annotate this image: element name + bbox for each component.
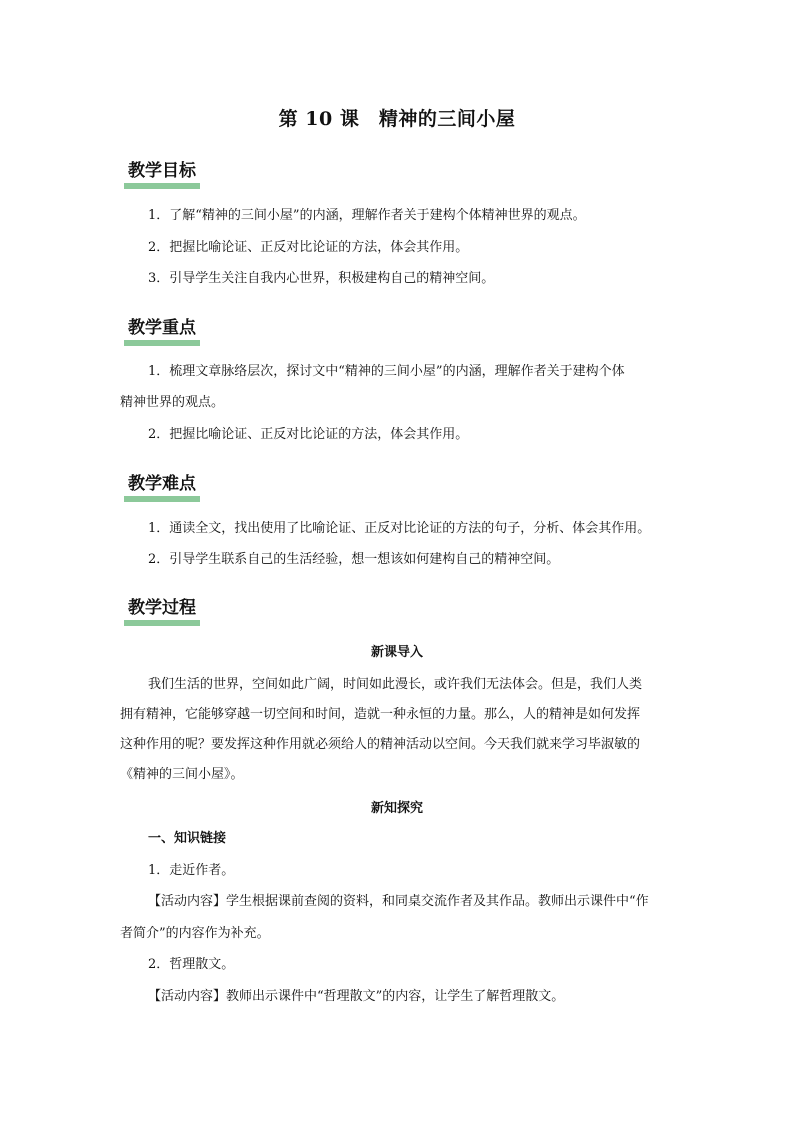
step-2: 2．哲理散文。	[148, 957, 235, 972]
step-1: 1．走近作者。	[148, 863, 235, 878]
intro-paragraph	[120, 670, 676, 790]
intro-line-3: 这种作用的呢？要发挥这种作用就必须给人的精神活动以空间。今天我们就来学习毕淑敏的	[120, 737, 641, 752]
goal-item-2: 2．把握比喻论证、正反对比论证的方法，体会其作用。	[148, 240, 469, 255]
activity-2: 【活动内容】教师出示课件中“哲理散文”的内容，让学生了解哲理散文。	[148, 989, 565, 1004]
intro-line-1: 我们生活的世界，空间如此广阔，时间如此漫长，或许我们无法体会。但是，我们人类	[148, 677, 643, 692]
page-title: 第 10 课 精神的三间小屋	[278, 108, 516, 130]
intro-line-2: 拥有精神，它能够穿越一切空间和时间，造就一种永恒的力量。那么，人的精神是如何发挥	[120, 707, 641, 722]
goal-item-3: 3．引导学生关注自我内心世界，积极建构自己的精神空间。	[148, 271, 495, 286]
intro-line-4: 《精神的三间小屋》。	[120, 767, 244, 782]
activity-1-line-1: 【活动内容】学生根据课前查阅的资料，和同桌交流作者及其作品。教师出示课件中“作	[148, 894, 649, 909]
explore-title: 新知探究	[370, 801, 423, 816]
activity-1-line-2: 者简介”的内容作为补充。	[120, 926, 270, 941]
key-point-2: 2．把握比喻论证、正反对比论证的方法，体会其作用。	[148, 427, 469, 442]
knowledge-link-heading: 一、知识链接	[148, 831, 227, 846]
difficulty-item-1: 1．通读全文，找出使用了比喻论证、正反对比论证的方法的句子，分析、体会其作用。	[148, 521, 651, 536]
intro-title: 新课导入	[370, 645, 423, 660]
section-heading-key-points: 教学重点	[124, 317, 200, 346]
key-point-1-line-2: 精神世界的观点。	[120, 395, 225, 410]
section-heading-process: 教学过程	[124, 597, 200, 626]
section-heading-difficulties: 教学难点	[124, 473, 200, 502]
key-point-1-line-1: 1．梳理文章脉络层次，探讨文中“精神的三间小屋”的内涵，理解作者关于建构个体	[148, 364, 625, 379]
section-heading-goals: 教学目标	[124, 160, 200, 189]
difficulty-item-2: 2．引导学生联系自己的生活经验，想一想该如何建构自己的精神空间。	[148, 552, 560, 567]
goal-item-1: 1．了解“精神的三间小屋”的内涵，理解作者关于建构个体精神世界的观点。	[148, 208, 586, 223]
